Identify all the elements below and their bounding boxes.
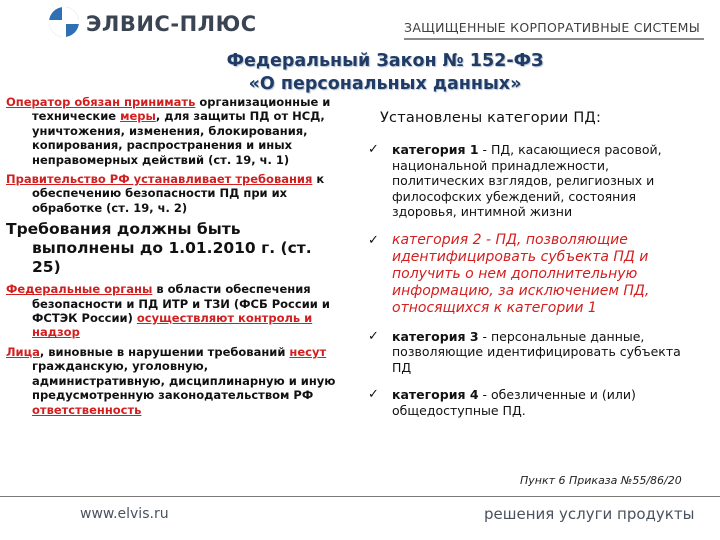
title-line-2: «О персональных данных» [248, 74, 522, 94]
paragraph-liability [6, 345, 336, 417]
text: организационные и технические [32, 95, 331, 124]
header-divider [404, 38, 704, 40]
category-text: - ПД, касающиеся расовой, национальной принадлежности, политических взглядов, религиозных и философских убеждений, состояния здоровья, интимной жизни [392, 142, 662, 219]
globe-logo-icon [48, 6, 80, 38]
category-name: категория 1 [392, 142, 479, 157]
right-column [368, 110, 698, 430]
paragraph-government [6, 172, 336, 215]
category-text: - обезличенные и (или) общедоступные ПД. [392, 387, 636, 418]
category-text: - ПД, позволяющие идентифицировать субъекта ПД и получить о нем дополнительную информацию, за исключением ПД, относящихся к категории 1 [392, 231, 650, 316]
footer-slogan: решения услуги продукты [484, 505, 695, 523]
red-text: Лица [6, 344, 40, 359]
check-icon: ✓ [368, 328, 379, 344]
text: в области обеспечения безопасности и ПД ИТР и ТЗИ (ФСБ России и ФСТЭК России) [32, 282, 330, 326]
brand-name: ЭЛВИС-ПЛЮС [86, 12, 257, 36]
category-2-item [368, 232, 698, 317]
tagline: ЗАЩИЩЕННЫЕ КОРПОРАТИВНЫЕ СИСТЕМЫ [404, 20, 701, 35]
left-column [6, 95, 336, 422]
categories-heading: Установлены категории ПД: [380, 110, 602, 126]
red-text: меры [120, 109, 156, 124]
paragraph-operator [6, 95, 336, 167]
text: , для защиты ПД от НСД, уничтожения, изменения, блокирования, копирования, распространения и иных неправомерных действий (ст. 19, ч. 1) [32, 109, 325, 167]
website-link[interactable]: www.elvis.ru [80, 506, 169, 522]
category-name: категория 3 [392, 328, 479, 344]
category-1-item [368, 142, 698, 220]
category-name: категория 4 [392, 387, 479, 402]
order-reference: Пункт 6 Приказа №55/86/20 [520, 474, 682, 487]
text: , виновные в нарушении требований [39, 344, 290, 359]
red-text: Оператор обязан принимать [6, 95, 196, 109]
red-text: ответственность [32, 402, 142, 417]
category-name: категория 2 [392, 231, 482, 248]
text: гражданскую, уголовную, административную, дисциплинарную и иную предусмотренную законодательством РФ [32, 359, 336, 403]
red-text: Правительство РФ устанавливает требования [6, 172, 313, 187]
paragraph-deadline: Требования должны быть выполнены до 1.01.2010 г. (ст. 25) [6, 220, 312, 277]
category-3-item [368, 329, 698, 376]
text: к обеспечению безопасности ПД при их обработке (ст. 19, ч. 2) [32, 172, 325, 215]
red-text: несут [289, 344, 327, 359]
page-title [150, 50, 620, 96]
category-text: - персональные данные, позволяющие идентифицировать субъекта ПД [392, 328, 681, 375]
check-icon: ✓ [368, 142, 379, 157]
category-4-item [368, 387, 698, 418]
red-text: Федеральные органы [6, 282, 153, 297]
paragraph-federal-bodies [6, 282, 336, 340]
red-text: осуществляют контроль и надзор [32, 311, 313, 340]
check-icon: ✓ [368, 232, 379, 248]
title-line-1: Федеральный Закон № 152-ФЗ [226, 51, 544, 71]
footer-divider [0, 496, 720, 497]
check-icon: ✓ [368, 387, 379, 402]
